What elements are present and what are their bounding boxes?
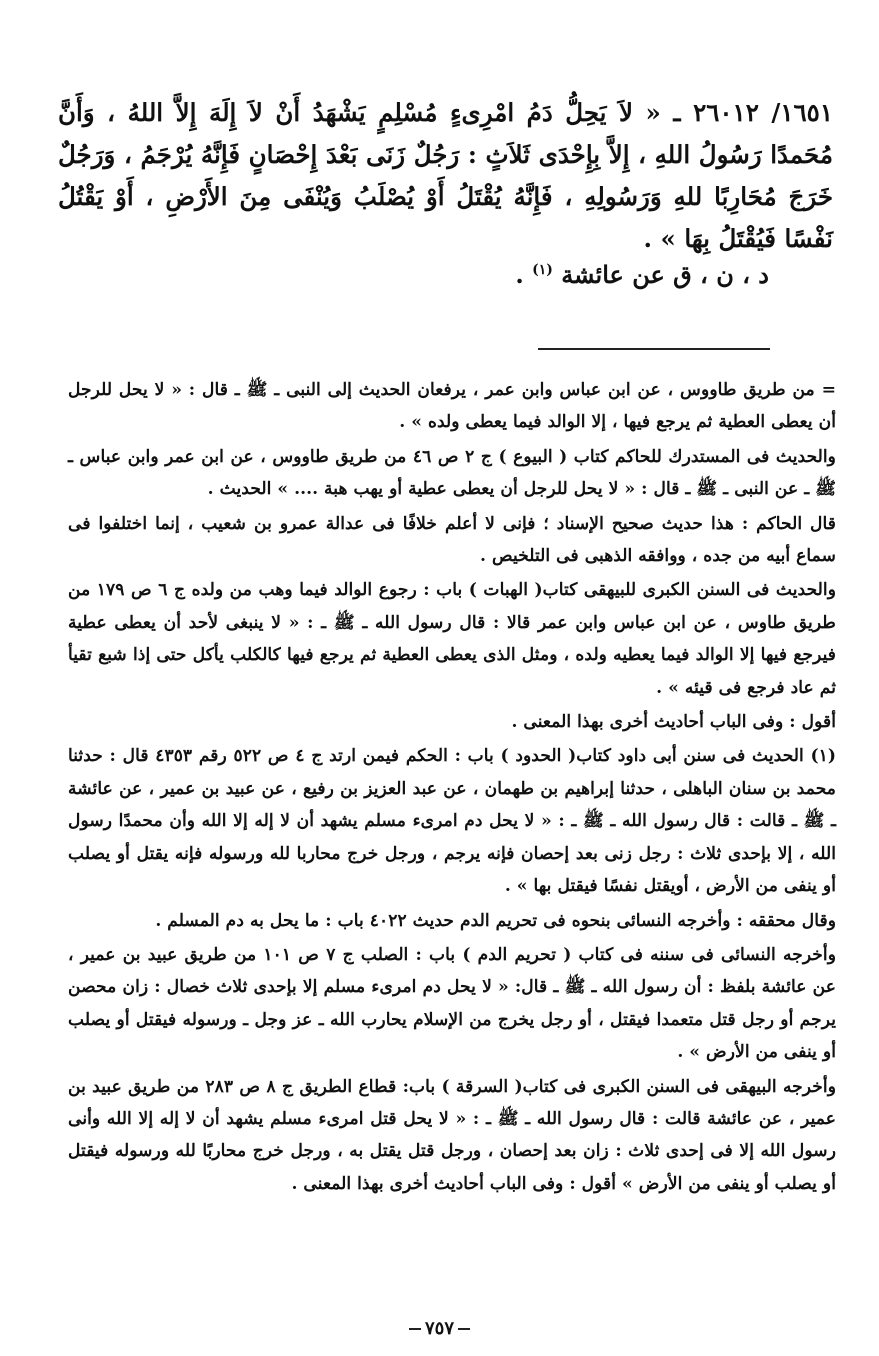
page-number-text: ٧٥٧ (424, 1318, 454, 1339)
hadith-text: « لاَ يَحِلُّ دَمُ امْرِىءٍ مُسْلِمٍ يَشْهَدُ أَنْ لاَ إِلَهَ إِلاَّ اللهُ ، وَأَنَّ مُحَمدًا رَسُولُ اللهِ ، إِلاَّ بِإِحْدَى ثَلاَثٍ : رَجُلٌ زَنَى بَعْدَ إِحْصَانٍ فَإِنَّهُ يُرْجَمُ ، وَرَجُلٌ خَرَجَ مُحَارِبًا للهِ وَرَسُولِهِ ، فَإِنَّهُ يُقْتَلُ أَوْ يُصْلَبُ وَيُنْفَى مِنَ الأَرْضِ ، أَوْ يَقْتُلُ نَفْسًا فَيُقْتَلُ بِهَا » . (58, 98, 833, 253)
page-number-dash (409, 1328, 421, 1330)
footnote-paragraph: والحديث فى المستدرك للحاكم كتاب ( البيوع ) ج ٢ ص ٤٦ من طريق طاووس ، عن ابن عمر وابن عباس ـ ﷺ ـ عن النبى ـ ﷺ ـ قال : « لا يحل للرجل أن يعطى عطية أو يهب هبة .... » الحديث . (68, 446, 836, 500)
hadith-number: ١٦٥١/ ٢٦٠١٢ ـ (673, 98, 833, 127)
footnote-ref: (١) (532, 262, 553, 278)
footnote-paragraph: أقول : وفى الباب أحاديث أخرى بهذا المعنى . (511, 712, 836, 733)
hadith-source-text: د ، ن ، ق عن عائشة (561, 260, 769, 289)
footnote-paragraph: وأخرجه النسائى فى سننه فى كتاب ( تحريم الدم ) باب : الصلب ج ٧ ص ١٠١ من طريق عبيد بن عمير ، عن عائشة بلفظ : أن رسول الله ـ ﷺ ـ قال: « لا يحل دم امرىء مسلم إلا بإحدى ثلاث خصال : زان محصن يرجم أو رجل قتل متعمدا فيقتل ، أو رجل يخرج من الإسلام يحارب الله ـ عز وجل ـ ورسوله فيقتل أو يصلب أو ينفى من الأرض » . (68, 944, 836, 1063)
footnote-paragraph: = من طريق طاووس ، عن ابن عباس وابن عمر ، يرفعان الحديث إلى النبى ـ ﷺ ـ قال : « لا يحل للرجل أن يعطى العطية ثم يرجع فيها ، إلا الوالد فيما يعطى ولده » . (68, 380, 836, 433)
main-hadith (58, 92, 833, 260)
hadith-source (515, 260, 769, 289)
page-number (0, 1318, 879, 1339)
footnote-paragraph: وقال محققه : وأخرجه النسائى بنحوه فى تحريم الدم حديث ٤٠٢٢ باب : ما يحل به دم المسلم . (155, 910, 836, 931)
footnotes (68, 374, 836, 1202)
footnote-paragraph: (١) الحديث فى سنن أبى داود كتاب( الحدود ) باب : الحكم فيمن ارتد ج ٤ ص ٥٢٢ رقم ٤٣٥٣ قال : حدثنا محمد بن سنان الباهلى ، حدثنا إبراهيم بن طهمان ، عن عبد العزيز بن رفيع ، عن عبيد بن عمير ، عن عائشة ـ ﷺ ـ قالت : قال رسول الله ـ ﷺ ـ : « لا يحل دم امرىء مسلم يشهد أن لا إله إلا الله وأن محمدًا رسول الله ، إلا بإحدى ثلاث : رجل زنى بعد إحصان فإنه يرجم ، ورجل خرج محاربا لله ورسوله فإنه يقتل أو يصلب أو ينفى من الأرض ، أويقتل نفسًا فيقتل بها » . (68, 746, 836, 897)
source-period: . (515, 260, 524, 289)
footnote-paragraph: وأخرجه البيهقى فى السنن الكبرى فى كتاب( السرقة ) باب: قطاع الطريق ج ٨ ص ٢٨٣ من طريق عبيد بن عمير ، عن عائشة قالت : قال رسول الله ـ ﷺ ـ : « لا يحل قتل امرىء مسلم يشهد أن لا إله إلا الله وأنى رسول الله إلا فى إحدى ثلاث : زان بعد إحصان ، ورجل قتل يقتل به ، ورجل خرج محاربًا لله ورسوله فيقتل أو يصلب أو ينفى من الأرض » أقول : وفى الباب أحاديث أخرى بهذا المعنى . (68, 1076, 836, 1194)
footnote-paragraph: والحديث فى السنن الكبرى للبيهقى كتاب( الهبات ) باب : رجوع الوالد فيما وهب من ولده ج ٦ ص ١٧٩ من طريق طاوس ، عن ابن عباس وابن عمر قالا : قال رسول الله ـ ﷺ ـ : « لا ينبغى لأحد أن يعطى عطية فيرجع فيها إلا الوالد فيما يعطيه ولده ، ومثل الذى يعطى العطية ثم يرجع فيها كالكلب يأكل حتى إذا شبع تقيأ ثم عاد فرجع فى قيئه » . (68, 580, 836, 698)
page-number-dash (458, 1328, 470, 1330)
footnote-paragraph: قال الحاكم : هذا حديث صحيح الإسناد ؛ فإنى لا أعلم خلافًا فى عدالة عمرو بن شعيب ، إنما اختلفوا فى سماع أبيه من جده ، ووافقه الذهبى فى التلخيص . (68, 513, 836, 567)
footnote-divider (538, 348, 770, 350)
